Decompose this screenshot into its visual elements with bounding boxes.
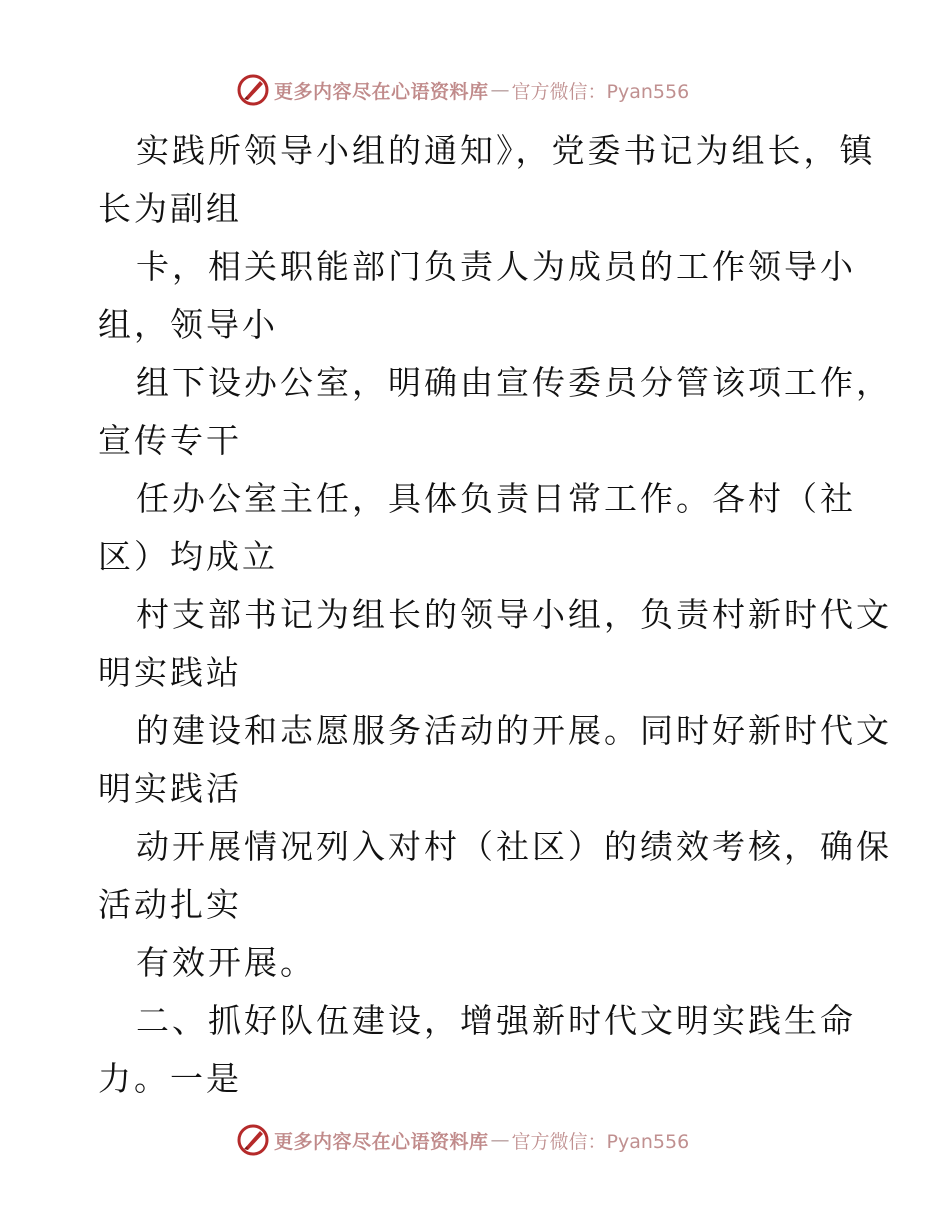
text-line: 任办公室主任，具体负责日常工作。各村（社	[136, 479, 856, 518]
banner-contact: 官方微信：Pyan556	[511, 1130, 690, 1153]
text-line: 卡，相关职能部门负责人为成员的工作领导小	[136, 247, 856, 286]
red-quill-logo-icon	[236, 1123, 270, 1157]
red-quill-logo-icon	[236, 73, 270, 107]
banner-separator: —	[490, 1129, 510, 1151]
text-line: 区）均成立	[98, 537, 278, 576]
body-text	[98, 122, 892, 1108]
text-line: 宣传专干	[98, 421, 242, 460]
banner-title: 更多内容尽在心语资料库	[274, 80, 489, 103]
text-line: 实践所领导小组的通知》，党委书记为组长，镇	[136, 131, 876, 170]
header-banner	[236, 72, 689, 108]
text-line: 组下设办公室，明确由宣传委员分管该项工作，	[136, 363, 892, 402]
text-line: 活动扎实	[98, 885, 242, 924]
text-line: 有效开展。	[136, 943, 316, 982]
banner-separator: —	[490, 79, 510, 101]
text-line: 力。一是	[98, 1059, 242, 1098]
footer-banner	[236, 1122, 689, 1158]
banner-contact: 官方微信：Pyan556	[511, 80, 690, 103]
text-line: 长为副组	[98, 189, 242, 228]
text-line: 村支部书记为组长的领导小组，负责村新时代文	[136, 595, 892, 634]
text-line: 二、抓好队伍建设，增强新时代文明实践生命	[136, 1001, 856, 1040]
text-line: 动开展情况列入对村（社区）的绩效考核，确保	[136, 827, 892, 866]
text-line: 明实践活	[98, 769, 242, 808]
text-line: 组，领导小	[98, 305, 278, 344]
text-line: 明实践站	[98, 653, 242, 692]
text-line: 的建设和志愿服务活动的开展。同时好新时代文	[136, 711, 892, 750]
banner-title: 更多内容尽在心语资料库	[274, 1130, 489, 1153]
